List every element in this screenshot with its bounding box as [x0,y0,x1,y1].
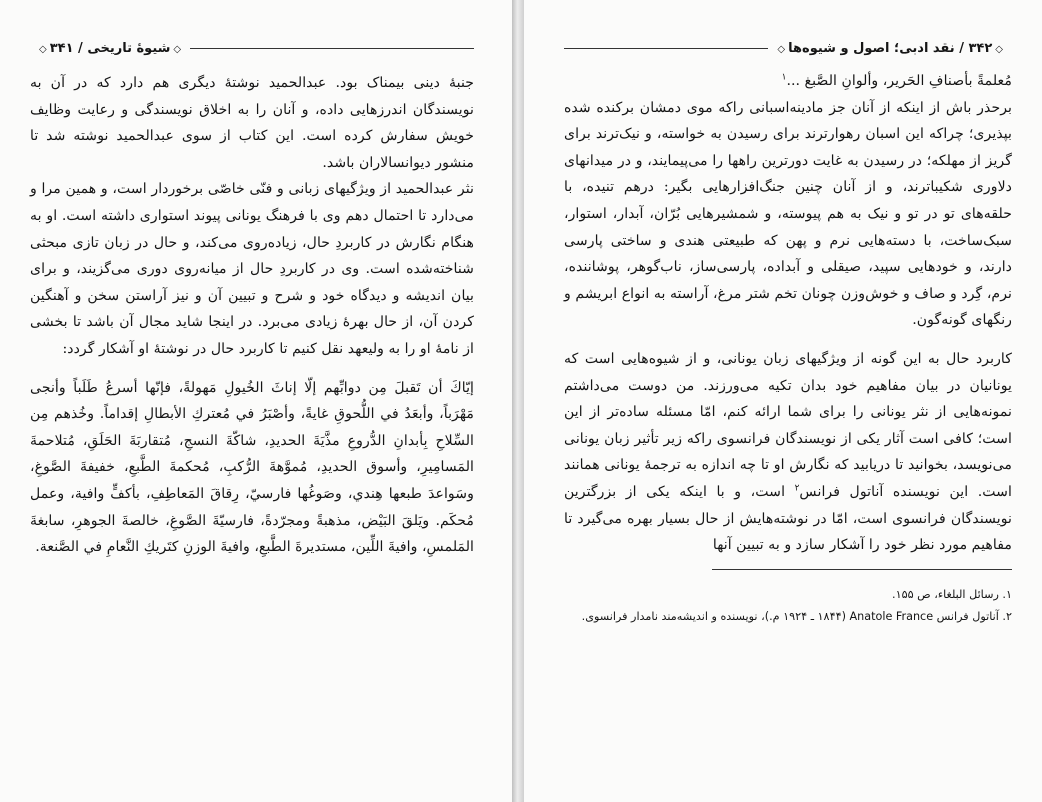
footnotes [564,584,1012,628]
left-page [0,0,512,802]
right-header-text: ۳۴۲ / نقد ادبی؛ اصول و شیوه‌ها [788,40,993,56]
body-paragraph [564,346,1012,559]
book-gutter [512,0,524,802]
diamond-ornament-icon: ◇ [995,43,1003,55]
footnote-marker-1: ۱ [781,72,787,83]
footnote-2: ۲. آناتول فرانس Anatole France (۱۸۴۴ ـ ۱۹۲۴ م.)، نویسنده و اندیشه‌مند نامدار فرانسوی. [581,609,1012,623]
footnote-1: ۱. رسائل البلغاء، ص ۱۵۵. [892,587,1012,601]
diamond-ornament-icon: ◇ [173,43,182,55]
body-paragraph-end: است، و با اینکه یکی از بزرگترین نویسندگان فرانسوی است، امّا در نوشته‌هایش از حال بسیار بهره می‌گیرد تا مفاهیم مورد نظر خود را آشکار سازد و به تبیین آنها [564,483,1012,554]
right-page-header [564,34,1012,62]
right-page-body [564,68,1012,559]
left-paragraph-2: نثر عبدالحمید از ویژگیهای زبانی و فنّی خاصّی برخوردار است، و همین مرا و می‌دارد تا احتمال دهم وی با فرهنگ یونانی پیوند استواری داشته است. او به هنگام نگارش در کاربردِ حال، زیاده‌روی می‌کند، و حال در زبان تازی مبحثی شناخته‌شده است. وی در کاربردِ حال از میانه‌روی دوری می‌گزیند، و برای بیان اندیشه و دیدگاه خود و شرح و تبیین آن و نیز آراستن سخن و آهنگین کردن آن، از حال بهرهٔ زیادی می‌برد. در اینجا شاید مجال آن باشد تا بخشی از نامهٔ او را به ولیعهد نقل کنیم تا کاربرد حال در نوشتهٔ او آشکار گردد: [30,181,474,357]
right-page-header-title [768,41,1012,56]
footnote-divider [712,569,1012,570]
left-page-header [30,34,474,62]
body-paragraph-start: کاربرد حال به این گونه از ویژگیهای زبان یونانی، و از شیوه‌هایی است که یونانیان در بیان مفاهیم خود بدان تکیه می‌ورزند. من دوست می‌داشتم نمونه‌هایی از نثر یونانی را برای شما ارائه کنم، امّا مسئله ساده‌تر از این است؛ کافی است آثار یکی از نویسندگان فرانسوی راکه زیر تأثیر زبان یونانی می‌نویسد، بخوانید تا دریابید که نگارش او تا چه اندازه به ترجمهٔ یونانی همانند است. این نویسنده آناتول فرانس [564,350,1012,500]
arabic-quote-text: إيّاكَ أن تَقبلَ مِن دوابِّهم إلّا إناثَ الخُيولِ مَهولةً، فإنّها أسرعُ طَلَباً وأنجى مَهْرَباً، وأبعَدُ في اللُّحوقِ غايةً، وأصْبَرُ في مُعتركِ الأبطالِ إقداماً. وخُذهم مِن السِّلاحِ بِأبدانِ الدُّروعِ مذَّيَةَ الحديدِ، شاكّةَ النسجِ، مُتقاربَةَ الحَلَقِ، مُتلاحمةَ المَسامِيرِ، وأسوق الحديدِ، مُموَّهةَ الرُّكبِ، مُحكمةَ الطَّبعِ، خفيفةَ الصَّوغِ، وسَواعدَ طبعها هِندي، وصَوغُها فارسيّ، رِقاقَ المَعاطِفِ، بأكفٍّ وافية، وعمل مُحكَم. ويَلقَ البَيْض، مذهبةً ومجرّدةً، فارسيّةَ الصَّوغِ، خالصةَ الجوهرِ، سابغةَ المَلمسِ، وافيةَ اللِّين، مستديرةَ الطَّبعِ، وافيةَ الوزنِ كتَريكِ النَّعامِ في الصَّنعة. [30,379,474,556]
left-page-body [30,70,474,561]
paragraph-gap [30,363,474,375]
arabic-quote-line [564,68,1012,95]
left-header-text: شیوهٔ تاریخی / ۳۴۱ [49,40,171,56]
translation-paragraph: برحذر باش از اینکه از آنان جز مادینه‌اسبانی راکه موی دمشان برکنده شده بپذیری؛ چراکه این اسبان رهوارترند برای رسیدن به خواسته، و نیک‌ترند برای گریز از مهلکه؛ در رسیدن به غایت دورترین راهها را می‌پیمایند، و در میدانهای دلاوری شکیباترند، و از آنان چنین جنگ‌افزارهایی بگیر: درهم تنیده، با حلقه‌های تو در تو و نیک به هم پیوسته، و شمشیرهایی بُرّان، آبدار، استوار، سبک‌ساخت، با دسته‌هایی نرم و پهن که طبیعتی هندی و ساختی پارسی دارند، و خودهایی سپید، صیقلی و آبداده، پارسی‌ساز، ناب‌گوهر، پوشاننده، نرم، گِرد و صاف و خوش‌وزن چونان تخم شتر مرغ، آراسته به انواع ابریشم و رنگهای گونه‌گون. [564,99,1012,329]
arabic-quote-continuation [564,68,1012,95]
right-page [524,0,1042,802]
diamond-ornament-icon: ◇ [777,43,786,55]
paragraph-gap [564,334,1012,346]
arabic-quote-line-text: مُعلمةً بأصنافِ الحَرير، وألوانِ الصَّبغ ... [786,73,1012,89]
left-paragraph-1: جنبهٔ دینی بیمناک بود. عبدالحمید نوشتهٔ دیگری هم دارد که در آن به نویسندگان اندرزهایی داده، و آنان را به اخلاق نویسندگی و رعایت وظایف خویش سفارش کرده است. این کتاب از سوی عبدالحمید نوشته شد تا منشور دیوانسالاران باشد. [30,75,474,171]
arabic-quote [30,375,474,561]
diamond-ornament-icon: ◇ [39,43,47,55]
left-page-header-title [30,41,190,56]
footnote-marker-2: ۲ [794,483,800,494]
